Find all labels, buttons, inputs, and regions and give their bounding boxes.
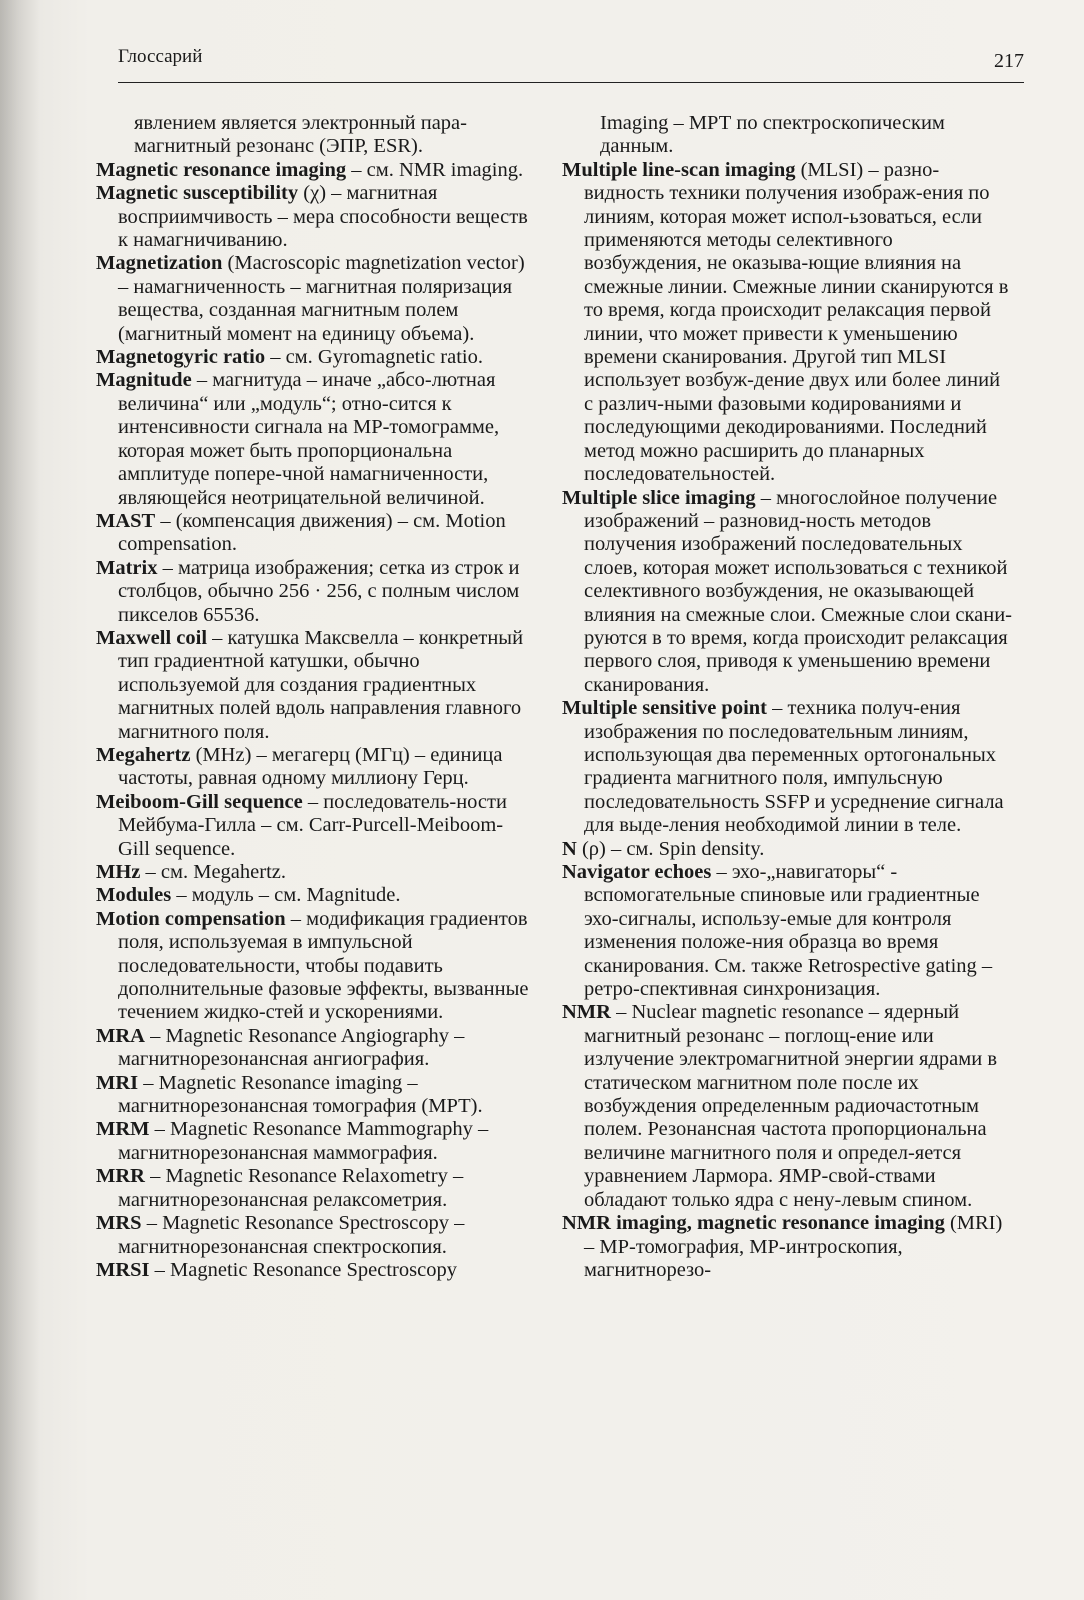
- glossary-entry: [96, 627, 532, 744]
- entry-term: Magnetization: [96, 252, 223, 275]
- page-number: 217: [994, 50, 1024, 72]
- entry-text: – Magnetic Resonance Spectroscopy: [149, 1258, 457, 1281]
- right-column: [562, 112, 1012, 1282]
- entry-term: Matrix: [96, 556, 158, 579]
- glossary-entry: [96, 369, 532, 509]
- entry-text: – см. Megahertz.: [140, 861, 286, 883]
- entry-term: MRI: [96, 1071, 139, 1094]
- entry-text: (Macroscopic magnetization vector) – намагниченность – магнитная поляризация вещества, созданная магнитным полем (магнитный момент на единицу объема).: [118, 252, 525, 345]
- left-column: [96, 112, 532, 1282]
- glossary-entry: [562, 1212, 1012, 1282]
- glossary-entry: [96, 861, 532, 884]
- glossary-entry: [96, 1259, 532, 1282]
- entry-text: – многослойное получение изображений – разновид-ность методов получения изображений последовательных слоев, которая может использоваться с техникой селективного возбуждения, не оказывающей влияния на смежные слои. Смежные слои скани-руются в то время, когда происходит релаксация первого слоя, приводя к уменьшению времени сканирования.: [584, 486, 1012, 696]
- entry-term: Megahertz: [96, 743, 191, 766]
- glossary-entry: [562, 838, 1012, 861]
- entry-term: Magnetic resonance imaging: [96, 158, 347, 181]
- entry-text: – Magnetic Resonance Mammography – магнитнорезонансная маммография.: [118, 1118, 489, 1164]
- entry-text: – см. Gyromagnetic ratio.: [265, 346, 483, 369]
- glossary-entry: [96, 1212, 532, 1259]
- glossary-entry: [96, 1072, 532, 1119]
- entry-text: – Magnetic Resonance Relaxometry – магнитнорезонансная релаксометрия.: [118, 1165, 464, 1211]
- entry-term: Multiple line-scan imaging: [562, 158, 796, 181]
- entry-text: (ρ) – см. Spin density.: [576, 837, 765, 860]
- glossary-entry: [562, 861, 1012, 1001]
- entry-term: MRSI: [96, 1258, 150, 1281]
- entry-text: – матрица изображения; сетка из строк и столбцов, обычно 256 · 256, с полным числом пикселов 65536.: [118, 556, 520, 626]
- glossary-entry: [96, 908, 532, 1025]
- entry-text: (MHz) – мегагерц (МГц) – единица частоты, равная одному миллиону Герц.: [118, 743, 503, 790]
- entry-text: – см. NMR imaging.: [346, 158, 524, 181]
- glossary-entry: [562, 159, 1012, 487]
- entry-text: – Magnetic Resonance imaging – магнитнорезонансная томография (МРТ).: [118, 1071, 483, 1118]
- glossary-entry: [96, 252, 532, 346]
- entry-text: – модификация градиентов поля, используемая в импульсной последовательности, чтобы подавить дополнительные фазовые эффекты, вызванные течением жидко-стей и ускорениями.: [118, 907, 529, 1024]
- entry-term: Motion compensation: [96, 907, 286, 930]
- entry-text: – эхо-„навигаторы“ - вспомогательные спиновые или градиентные эхо-сигналы, использу-емые для контроля изменения положе-ния образца во время сканирования. См. также Retrospective gating – ретро-спективная синхронизация.: [584, 861, 993, 1001]
- entry-term: MRA: [96, 1024, 145, 1047]
- entry-term: MRM: [96, 1118, 150, 1141]
- glossary-entry: [96, 744, 532, 791]
- entry-term: MAST: [96, 509, 156, 532]
- glossary-entry-continuation: [562, 112, 1012, 159]
- entry-term: MHz: [96, 861, 141, 883]
- entry-text: – Nuclear magnetic resonance – ядерный магнитный резонанс – поглощ-ение или излучение электромагнитной энергии ядрами в статическом магнитном поле после их возбуждения определенным радиочастотным полем. Резонансная частота пропорциональна величине магнитного поля и определ-яется уравнением Лармора. ЯМР-свой-ствами обладают только ядра с нену-левым спином.: [584, 1001, 997, 1211]
- entry-term: NMR imaging, magnetic resonance imaging: [562, 1212, 945, 1235]
- entry-text: – техника получ-ения изображения по последовательным линиям, использующая два переменных ортогональных градиента магнитного поля, импульсную последовательность SSFP и усреднение сигнала для выде-ления необходимой линии в теле.: [584, 697, 1004, 837]
- entry-text: – катушка Максвелла – конкретный тип градиентной катушки, обычно используемой для создания градиентных магнитных полей вдоль направления главного магнитного поля.: [118, 626, 524, 743]
- section-title: Глоссарий: [118, 46, 203, 67]
- entry-text: – магнитуда – иначе „абсо-лютная величина“ или „модуль“; отно-сится к интенсивности сигнала на МР-томограмме, которая может быть пропорциональна амплитуде попере-чной намагниченности, являющейся неотрицательной величиной.: [118, 369, 500, 509]
- glossary-entry: [96, 557, 532, 627]
- entry-text: (MRI) – МР-томография, МР-интроскопия, магнитнорезо-: [584, 1212, 1003, 1281]
- entry-term: NMR: [562, 1001, 611, 1024]
- entry-text: – Magnetic Resonance Angiography – магнитнорезонансная ангиография.: [118, 1024, 465, 1071]
- glossary-entry: [96, 510, 532, 557]
- glossary-entry: [96, 1118, 532, 1165]
- entry-term: N: [562, 837, 577, 860]
- entry-text: (MLSI) – разно-видность техники получения изображ-ения по линиям, которая может испол-ьзоваться, если применяются методы селективного возбуждения, не оказыва-ющие влияния на смежные линии. Смежные линии сканируются в то время, когда происходит релаксация первой линии, что может привести к уменьшению времени сканирования. Другой тип MLSI использует возбуж-дение двух или более линий с различ-ными фазовыми кодированиями и последующими декодированиями. Последний метод можно расширить до планарных последовательностей.: [584, 158, 1009, 486]
- glossary-entry: [96, 884, 532, 907]
- entry-text: (χ) – магнитная восприимчивость – мера способности веществ к намагничиванию.: [118, 182, 528, 252]
- entry-text: Imaging – МРТ по спектроскопическим данным.: [600, 112, 945, 158]
- entry-term: Multiple slice imaging: [562, 486, 756, 509]
- glossary-entry: [96, 1025, 532, 1072]
- running-header: [118, 42, 1024, 83]
- entry-text: – модуль – см. Magnitude.: [171, 884, 401, 907]
- entry-term: MRR: [96, 1165, 145, 1188]
- glossary-entry: [96, 1165, 532, 1212]
- glossary-entry: [96, 791, 532, 861]
- entry-term: Meiboom-Gill sequence: [96, 790, 303, 813]
- entry-term: Multiple sensitive point: [562, 697, 768, 720]
- entry-term: Magnitude: [96, 369, 192, 392]
- glossary-entry: [562, 487, 1012, 698]
- entry-term: Modules: [96, 884, 172, 907]
- glossary-entry: [562, 1001, 1012, 1212]
- entry-term: Magnetic susceptibility: [96, 182, 299, 205]
- entry-text: – последователь-ности Мейбума-Гилла – см. Carr-Purcell-Meiboom-Gill sequence.: [118, 790, 507, 860]
- entry-text: – Magnetic Resonance Spectroscopy – магнитнорезонансная спектроскопия.: [118, 1212, 465, 1258]
- entry-term: Navigator echoes: [562, 861, 712, 883]
- glossary-entry: [96, 159, 532, 182]
- entry-text: – (компенсация движения) – см. Motion compensation.: [118, 509, 506, 556]
- entry-term: Magnetogyric ratio: [96, 346, 266, 369]
- glossary-entry: [96, 346, 532, 369]
- glossary-entry-continuation: [96, 112, 532, 159]
- entry-text: явлением является электронный пара-магнитный резонанс (ЭПР, ESR).: [134, 112, 467, 158]
- glossary-entry: [96, 182, 532, 252]
- entry-term: Maxwell coil: [96, 626, 208, 649]
- entry-term: MRS: [96, 1212, 142, 1235]
- glossary-entry: [562, 697, 1012, 837]
